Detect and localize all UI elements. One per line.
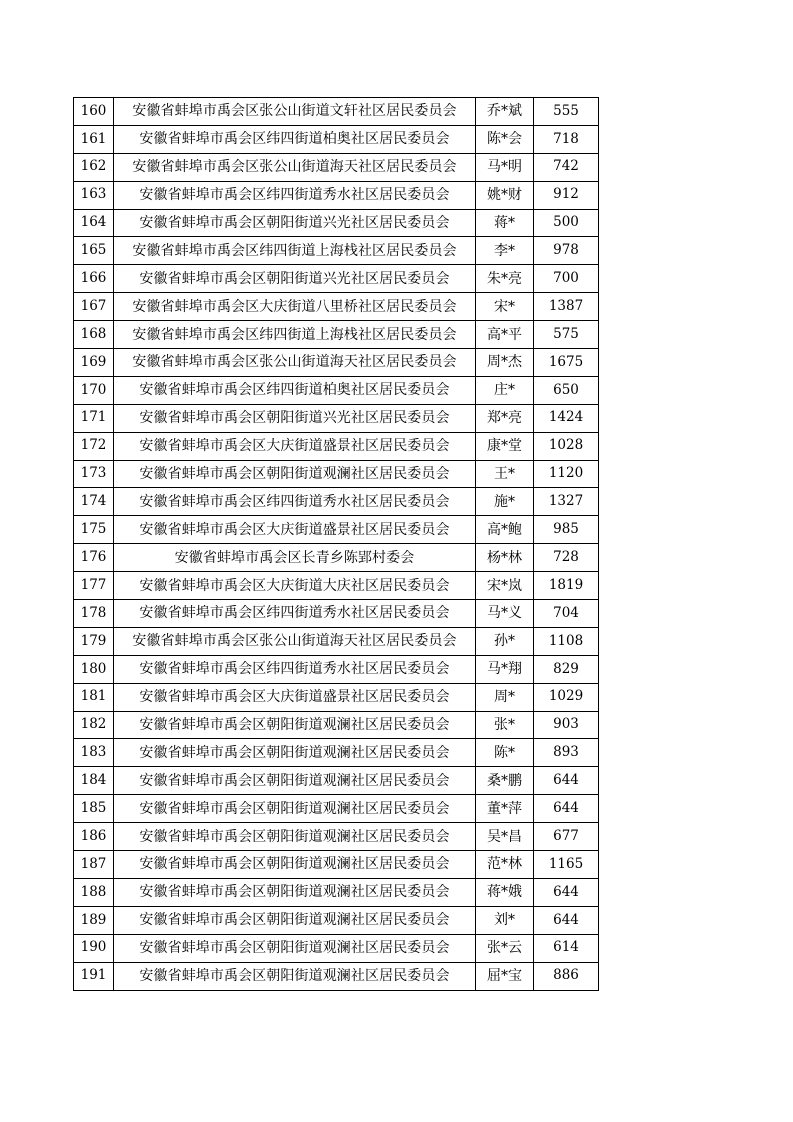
amount-cell: 644 [534,906,599,934]
row-number-cell: 169 [74,349,114,377]
name-cell: 朱*亮 [476,265,534,293]
beneficiary-table [73,97,599,991]
row-number-cell: 176 [74,544,114,572]
table-row [74,98,599,126]
amount-cell: 985 [534,516,599,544]
organization-cell: 安徽省蚌埠市禹会区纬四街道柏奥社区居民委员会 [114,376,476,404]
amount-cell: 718 [534,125,599,153]
organization-cell: 安徽省蚌埠市禹会区大庆街道盛景社区居民委员会 [114,432,476,460]
row-number-cell: 190 [74,934,114,962]
table-row [74,823,599,851]
amount-cell: 650 [534,376,599,404]
table-row [74,237,599,265]
amount-cell: 1165 [534,851,599,879]
row-number-cell: 160 [74,98,114,126]
organization-cell: 安徽省蚌埠市禹会区大庆街道盛景社区居民委员会 [114,516,476,544]
row-number-cell: 173 [74,460,114,488]
table-row [74,962,599,990]
table-row [74,627,599,655]
amount-cell: 886 [534,962,599,990]
name-cell: 周* [476,683,534,711]
organization-cell: 安徽省蚌埠市禹会区纬四街道秀水社区居民委员会 [114,600,476,628]
name-cell: 张*云 [476,934,534,962]
table-row [74,209,599,237]
name-cell: 郑*亮 [476,404,534,432]
row-number-cell: 178 [74,600,114,628]
table-row [74,683,599,711]
amount-cell: 1819 [534,572,599,600]
organization-cell: 安徽省蚌埠市禹会区长青乡陈郢村委会 [114,544,476,572]
amount-cell: 644 [534,795,599,823]
organization-cell: 安徽省蚌埠市禹会区朝阳街道兴光社区居民委员会 [114,404,476,432]
row-number-cell: 177 [74,572,114,600]
table-row [74,516,599,544]
table-row [74,655,599,683]
name-cell: 董*萍 [476,795,534,823]
organization-cell: 安徽省蚌埠市禹会区朝阳街道观澜社区居民委员会 [114,795,476,823]
amount-cell: 1029 [534,683,599,711]
organization-cell: 安徽省蚌埠市禹会区朝阳街道兴光社区居民委员会 [114,209,476,237]
organization-cell: 安徽省蚌埠市禹会区纬四街道秀水社区居民委员会 [114,181,476,209]
name-cell: 李* [476,237,534,265]
organization-cell: 安徽省蚌埠市禹会区朝阳街道观澜社区居民委员会 [114,739,476,767]
organization-cell: 安徽省蚌埠市禹会区张公山街道海天社区居民委员会 [114,349,476,377]
name-cell: 吴*昌 [476,823,534,851]
row-number-cell: 168 [74,321,114,349]
table-row [74,265,599,293]
amount-cell: 704 [534,600,599,628]
amount-cell: 893 [534,739,599,767]
table-row [74,711,599,739]
amount-cell: 728 [534,544,599,572]
table-row [74,878,599,906]
name-cell: 陈*会 [476,125,534,153]
row-number-cell: 174 [74,488,114,516]
row-number-cell: 162 [74,153,114,181]
table-row [74,349,599,377]
row-number-cell: 166 [74,265,114,293]
row-number-cell: 180 [74,655,114,683]
organization-cell: 安徽省蚌埠市禹会区朝阳街道观澜社区居民委员会 [114,878,476,906]
amount-cell: 644 [534,878,599,906]
name-cell: 张* [476,711,534,739]
amount-cell: 575 [534,321,599,349]
row-number-cell: 181 [74,683,114,711]
amount-cell: 1028 [534,432,599,460]
table-row [74,544,599,572]
row-number-cell: 179 [74,627,114,655]
table-row [74,404,599,432]
row-number-cell: 171 [74,404,114,432]
row-number-cell: 187 [74,851,114,879]
name-cell: 马*翔 [476,655,534,683]
organization-cell: 安徽省蚌埠市禹会区朝阳街道观澜社区居民委员会 [114,962,476,990]
name-cell: 蒋*娥 [476,878,534,906]
organization-cell: 安徽省蚌埠市禹会区朝阳街道观澜社区居民委员会 [114,906,476,934]
row-number-cell: 165 [74,237,114,265]
row-number-cell: 186 [74,823,114,851]
table-row [74,125,599,153]
table-row [74,934,599,962]
name-cell: 刘* [476,906,534,934]
organization-cell: 安徽省蚌埠市禹会区朝阳街道观澜社区居民委员会 [114,711,476,739]
row-number-cell: 188 [74,878,114,906]
organization-cell: 安徽省蚌埠市禹会区纬四街道上海栈社区居民委员会 [114,321,476,349]
row-number-cell: 170 [74,376,114,404]
amount-cell: 1387 [534,293,599,321]
table-row [74,293,599,321]
amount-cell: 555 [534,98,599,126]
table-row [74,767,599,795]
row-number-cell: 185 [74,795,114,823]
table-row [74,488,599,516]
amount-cell: 978 [534,237,599,265]
table-row [74,739,599,767]
name-cell: 宋* [476,293,534,321]
organization-cell: 安徽省蚌埠市禹会区纬四街道秀水社区居民委员会 [114,488,476,516]
name-cell: 宋*岚 [476,572,534,600]
name-cell: 陈* [476,739,534,767]
organization-cell: 安徽省蚌埠市禹会区朝阳街道观澜社区居民委员会 [114,934,476,962]
table-body [74,98,599,991]
amount-cell: 742 [534,153,599,181]
row-number-cell: 189 [74,906,114,934]
organization-cell: 安徽省蚌埠市禹会区朝阳街道兴光社区居民委员会 [114,265,476,293]
name-cell: 蒋* [476,209,534,237]
organization-cell: 安徽省蚌埠市禹会区张公山街道海天社区居民委员会 [114,627,476,655]
organization-cell: 安徽省蚌埠市禹会区纬四街道柏奥社区居民委员会 [114,125,476,153]
name-cell: 杨*林 [476,544,534,572]
amount-cell: 912 [534,181,599,209]
name-cell: 孙* [476,627,534,655]
amount-cell: 1424 [534,404,599,432]
table-row [74,432,599,460]
name-cell: 康*堂 [476,432,534,460]
amount-cell: 700 [534,265,599,293]
row-number-cell: 184 [74,767,114,795]
organization-cell: 安徽省蚌埠市禹会区大庆街道大庆社区居民委员会 [114,572,476,600]
amount-cell: 829 [534,655,599,683]
row-number-cell: 175 [74,516,114,544]
organization-cell: 安徽省蚌埠市禹会区张公山街道文轩社区居民委员会 [114,98,476,126]
name-cell: 屈*宝 [476,962,534,990]
document-page [73,97,598,991]
organization-cell: 安徽省蚌埠市禹会区朝阳街道观澜社区居民委员会 [114,767,476,795]
organization-cell: 安徽省蚌埠市禹会区大庆街道八里桥社区居民委员会 [114,293,476,321]
name-cell: 高*平 [476,321,534,349]
amount-cell: 903 [534,711,599,739]
amount-cell: 500 [534,209,599,237]
row-number-cell: 172 [74,432,114,460]
organization-cell: 安徽省蚌埠市禹会区朝阳街道观澜社区居民委员会 [114,851,476,879]
name-cell: 周*杰 [476,349,534,377]
table-row [74,851,599,879]
row-number-cell: 183 [74,739,114,767]
amount-cell: 644 [534,767,599,795]
row-number-cell: 164 [74,209,114,237]
name-cell: 范*林 [476,851,534,879]
amount-cell: 1120 [534,460,599,488]
organization-cell: 安徽省蚌埠市禹会区张公山街道海天社区居民委员会 [114,153,476,181]
name-cell: 施* [476,488,534,516]
table-row [74,321,599,349]
name-cell: 马*义 [476,600,534,628]
organization-cell: 安徽省蚌埠市禹会区纬四街道上海栈社区居民委员会 [114,237,476,265]
table-row [74,795,599,823]
name-cell: 乔*斌 [476,98,534,126]
name-cell: 王* [476,460,534,488]
row-number-cell: 182 [74,711,114,739]
table-row [74,153,599,181]
organization-cell: 安徽省蚌埠市禹会区大庆街道盛景社区居民委员会 [114,683,476,711]
amount-cell: 1108 [534,627,599,655]
name-cell: 庄* [476,376,534,404]
table-row [74,460,599,488]
row-number-cell: 161 [74,125,114,153]
table-row [74,600,599,628]
name-cell: 高*鲍 [476,516,534,544]
row-number-cell: 167 [74,293,114,321]
table-row [74,181,599,209]
amount-cell: 1675 [534,349,599,377]
amount-cell: 1327 [534,488,599,516]
amount-cell: 677 [534,823,599,851]
organization-cell: 安徽省蚌埠市禹会区纬四街道秀水社区居民委员会 [114,655,476,683]
row-number-cell: 163 [74,181,114,209]
name-cell: 马*明 [476,153,534,181]
organization-cell: 安徽省蚌埠市禹会区朝阳街道观澜社区居民委员会 [114,823,476,851]
table-row [74,376,599,404]
table-row [74,906,599,934]
name-cell: 姚*财 [476,181,534,209]
row-number-cell: 191 [74,962,114,990]
table-row [74,572,599,600]
organization-cell: 安徽省蚌埠市禹会区朝阳街道观澜社区居民委员会 [114,460,476,488]
name-cell: 桑*鹏 [476,767,534,795]
amount-cell: 614 [534,934,599,962]
